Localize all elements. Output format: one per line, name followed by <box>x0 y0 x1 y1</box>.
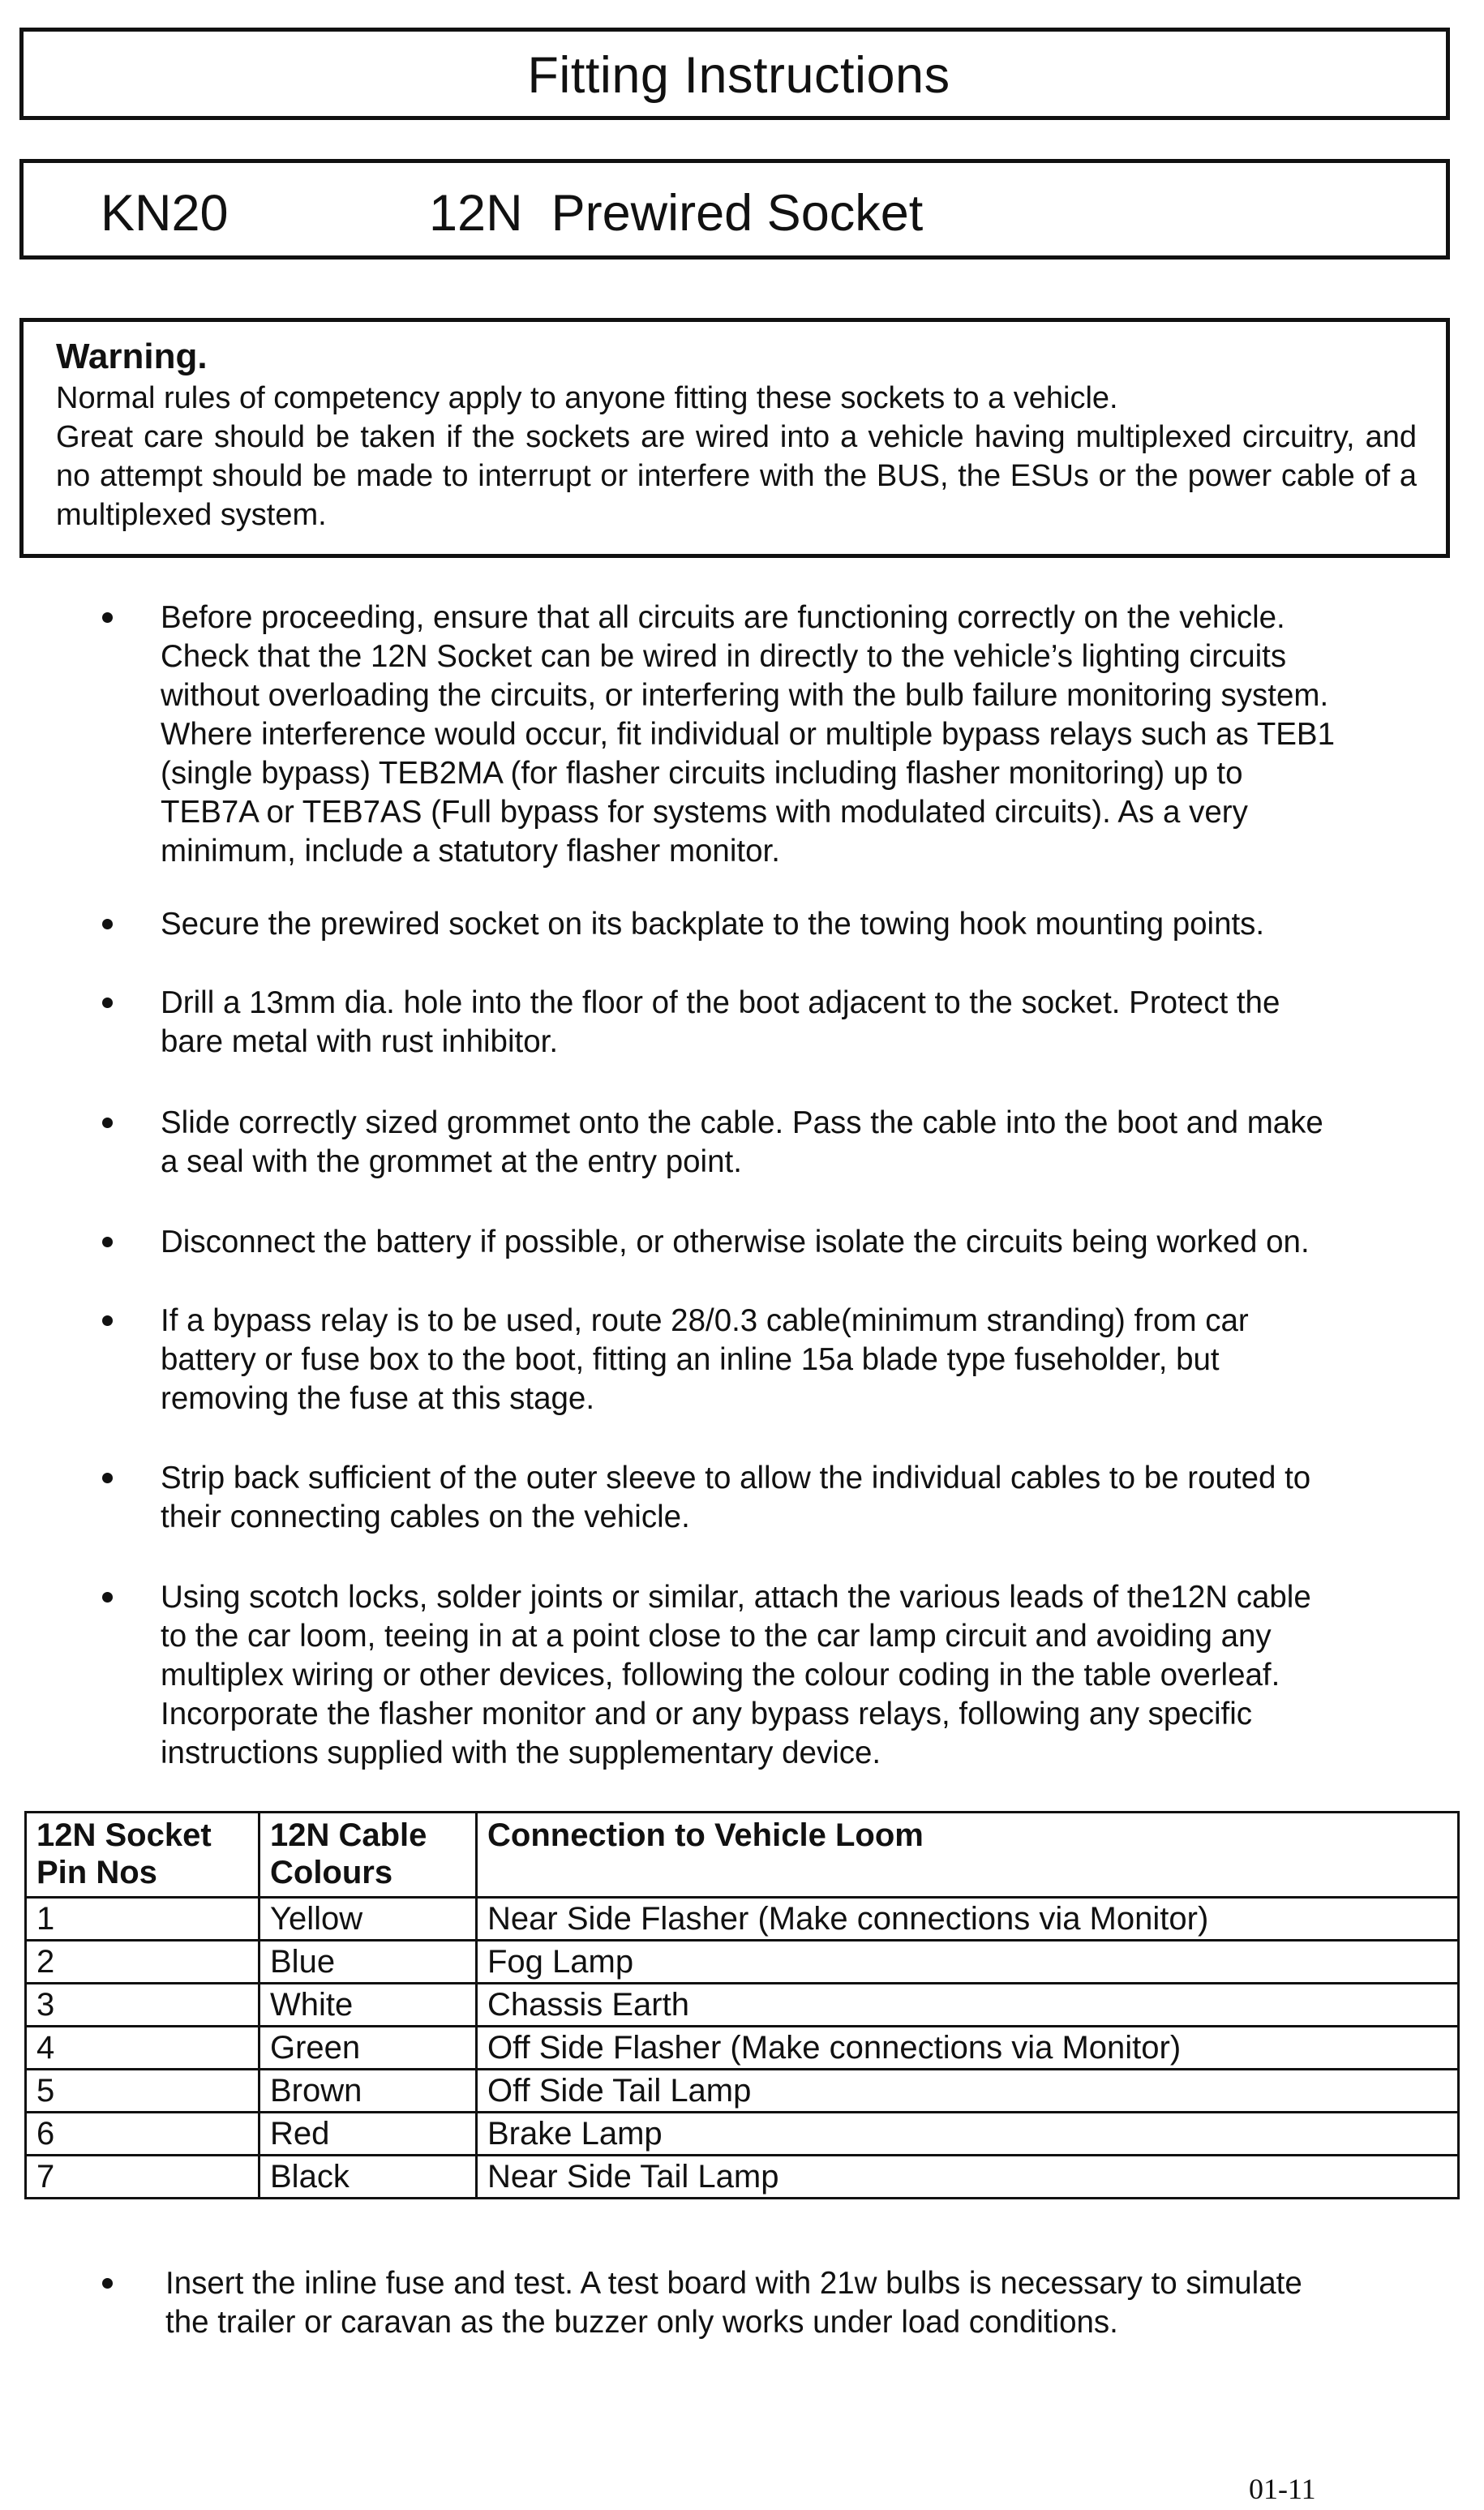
connection-cell: Off Side Tail Lamp <box>477 2070 1459 2113</box>
instruction-text: Secure the prewired socket on its backplate to the towing hook mounting points. <box>161 907 1265 942</box>
pin-cell: 4 <box>26 2027 259 2070</box>
instruction-text: Disconnect the battery if possible, or otherwise isolate the circuits being worked on. <box>161 1225 1310 1259</box>
table-row <box>26 2156 1459 2199</box>
bullet-icon <box>102 1118 113 1128</box>
bullet-icon <box>102 1315 113 1326</box>
table-row <box>26 1898 1459 1941</box>
connection-cell: Near Side Tail Lamp <box>477 2156 1459 2199</box>
document-code: 01-11 <box>1249 2473 1316 2505</box>
connection-cell: Near Side Flasher (Make connections via Monitor) <box>477 1898 1459 1941</box>
pin-cell: 2 <box>26 1941 259 1984</box>
pin-cell: 1 <box>26 1898 259 1941</box>
bullet-icon <box>102 1592 113 1603</box>
colour-cell: White <box>259 1984 477 2027</box>
header-pin-nos: 12N Socket Pin Nos <box>26 1813 259 1898</box>
connection-cell: Off Side Flasher (Make connections via Monitor) <box>477 2027 1459 2070</box>
warning-line-1: Normal rules of competency apply to anyone fitting these sockets to a vehicle. <box>56 381 1118 415</box>
bullet-icon <box>102 1237 113 1247</box>
table-row <box>26 1941 1459 1984</box>
header-connection: Connection to Vehicle Loom <box>477 1813 1459 1898</box>
product-box <box>19 159 1450 260</box>
pin-cell: 7 <box>26 2156 259 2199</box>
instruction-text: Strip back sufficient of the outer sleeve to allow the individual cables to be routed to their connecting cables on the vehicle. <box>161 1461 1311 1534</box>
colour-cell: Red <box>259 2113 477 2156</box>
warning-box <box>19 318 1450 558</box>
title-box <box>19 28 1450 120</box>
table-header-row <box>26 1813 1459 1898</box>
product-name: 12N Prewired Socket <box>429 185 924 242</box>
colour-cell: Black <box>259 2156 477 2199</box>
instruction-text: Using scotch locks, solder joints or similar, attach the various leads of the12N cable to the car loom, teeing in at a point close to the car lamp circuit and avoiding any multiplex wiring or other devices, following the colour coding in the table overleaf. Incorporate the flasher monitor and or any bypass relays, following any specific instructions supplied with the supplementary device. <box>161 1580 1311 1770</box>
warning-line-2: Great care should be taken if the sockets are wired into a vehicle having multiplexed circuitry, and no attempt should be made to interrupt or interfere with the BUS, the ESUs or the power cable of a multiplexed system. <box>56 420 1417 532</box>
colour-cell: Green <box>259 2027 477 2070</box>
pin-cell: 6 <box>26 2113 259 2156</box>
bullet-icon <box>102 2278 113 2289</box>
warning-heading: Warning. <box>56 337 208 376</box>
table-row <box>26 2070 1459 2113</box>
table-row <box>26 2113 1459 2156</box>
pin-cell: 5 <box>26 2070 259 2113</box>
connection-cell: Fog Lamp <box>477 1941 1459 1984</box>
colour-cell: Blue <box>259 1941 477 1984</box>
instruction-text: If a bypass relay is to be used, route 28/0.3 cable(minimum stranding) from car battery or fuse box to the boot, fitting an inline 15a blade type fuseholder, but removing the fuse at this stage. <box>161 1303 1249 1416</box>
colour-cell: Brown <box>259 2070 477 2113</box>
product-code: KN20 <box>101 185 229 242</box>
instruction-text: Slide correctly sized grommet onto the cable. Pass the cable into the boot and make a seal with the grommet at the entry point. <box>161 1105 1323 1179</box>
pin-cell: 3 <box>26 1984 259 2027</box>
instruction-text: Before proceeding, ensure that all circuits are functioning correctly on the vehicle. Check that the 12N Socket can be wired in directly to the vehicle’s lighting circuits without overloading the circuits, or interfering with the bulb failure monitoring system. Where interference would occur, fit individual or multiple bypass relays such as TEB1 (single bypass) TEB2MA (for flasher circuits including flasher monitoring) up to TEB7A or TEB7AS (Full bypass for systems with modulated circuits). As a very minimum, include a statutory flasher monitor. <box>161 600 1335 869</box>
bullet-icon <box>102 612 113 623</box>
connection-cell: Chassis Earth <box>477 1984 1459 2027</box>
colour-cell: Yellow <box>259 1898 477 1941</box>
bullet-icon <box>102 1473 113 1483</box>
header-cable-colours: 12N Cable Colours <box>259 1813 477 1898</box>
table-row <box>26 1984 1459 2027</box>
table-row <box>26 2027 1459 2070</box>
bullet-icon <box>102 998 113 1008</box>
final-instruction-text: Insert the inline fuse and test. A test board with 21w bulbs is necessary to simulate the trailer or caravan as the buzzer only works under load conditions. <box>165 2266 1302 2340</box>
bullet-icon <box>102 919 113 929</box>
connection-cell: Brake Lamp <box>477 2113 1459 2156</box>
wiring-table <box>24 1811 1460 2199</box>
instruction-text: Drill a 13mm dia. hole into the floor of the boot adjacent to the socket. Protect the bare metal with rust inhibitor. <box>161 985 1280 1059</box>
page-title: Fitting Instructions <box>527 47 950 104</box>
